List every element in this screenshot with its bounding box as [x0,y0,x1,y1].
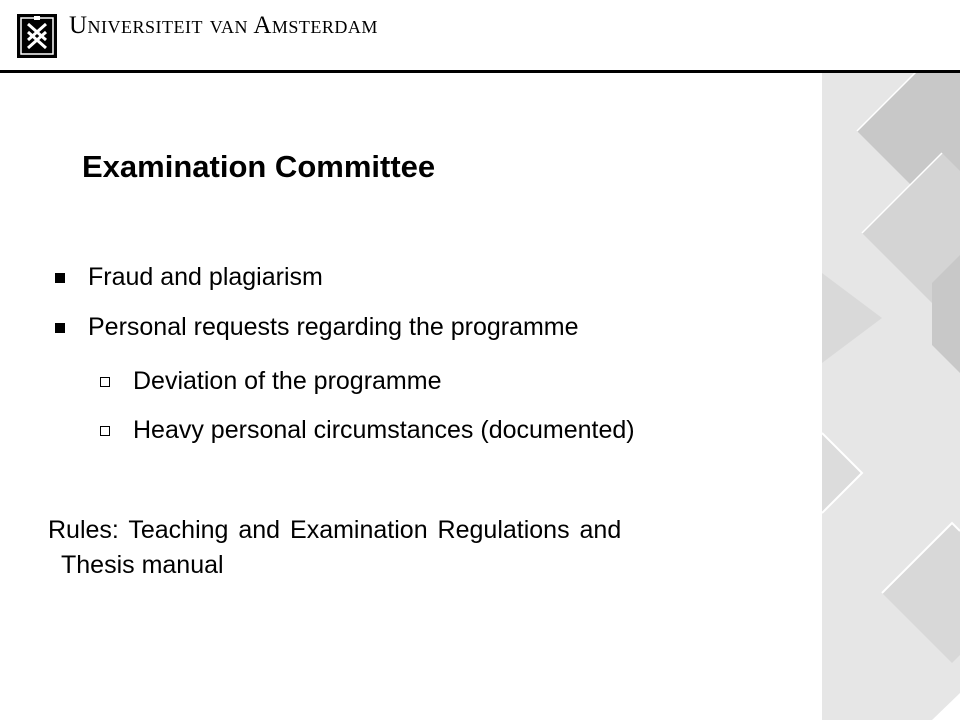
university-name: Universiteit van Amsterdam [69,12,378,39]
bullet-text: Personal requests regarding the programme [88,313,579,341]
square-bullet-icon [55,273,65,283]
hollow-square-bullet-icon [100,377,110,387]
decorative-side-panel [822,73,960,720]
sub-bullet-text: Heavy personal circumstances (documented) [133,416,635,444]
uva-crest-icon [17,14,57,58]
rules-paragraph [48,513,828,583]
hollow-square-bullet-icon [100,426,110,436]
sub-bullet-text: Deviation of the programme [133,367,442,395]
slide-title: Examination Committee [82,149,436,184]
header-divider [0,70,960,73]
rules-line: Thesis manual [61,551,224,579]
square-bullet-icon [55,323,65,333]
header [0,0,960,72]
rules-line: Rules: Teaching and Examination Regulations and [48,516,622,544]
bullet-text: Fraud and plagiarism [88,263,323,291]
